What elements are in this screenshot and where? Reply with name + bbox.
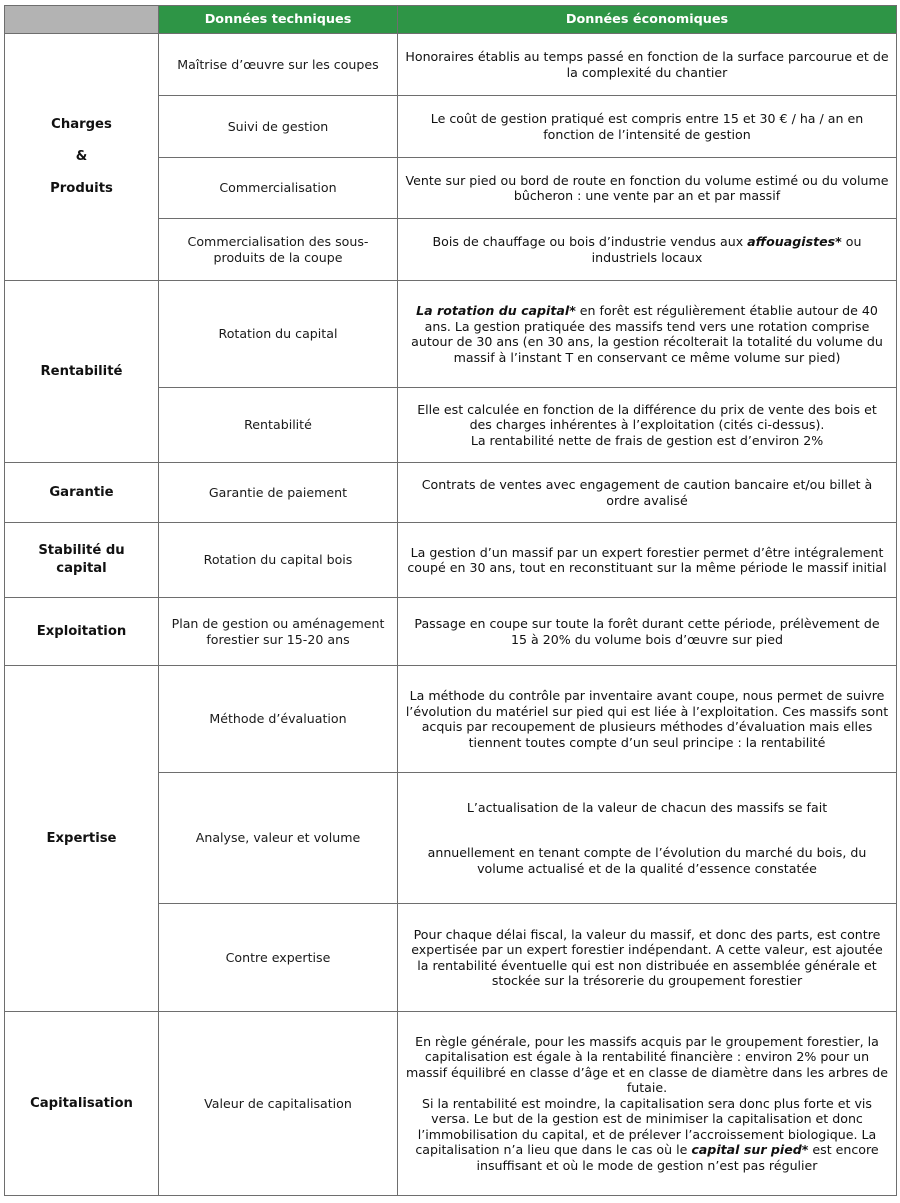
eco-cell: Le coût de gestion pratiqué est compris entre 15 et 30 € / ha / an en fonction de l’intensité de gestion (398, 96, 897, 158)
table-row (5, 598, 897, 666)
eco-cell: Vente sur pied ou bord de route en fonction du volume estimé ou du volume bûcheron : une vente par an et par massif (398, 158, 897, 219)
tech-cell: Rotation du capital (159, 281, 398, 388)
category-charges-produits: Charges & Produits (5, 34, 159, 281)
tech-cell: Commercialisation (159, 158, 398, 219)
tech-cell: Valeur de capitalisation (159, 1012, 398, 1196)
tech-cell: Rotation du capital bois (159, 523, 398, 598)
table-row (5, 666, 897, 773)
tech-cell: Méthode d’évaluation (159, 666, 398, 773)
tech-cell: Rentabilité (159, 388, 398, 463)
eco-cell: Elle est calculée en fonction de la différence du prix de vente des bois et des charges inhérentes à l’exploitation (cités ci-dessus). La rentabilité nette de frais de gestion est d’environ 2% (398, 388, 897, 463)
eco-cell: Honoraires établis au temps passé en fonction de la surface parcourue et de la complexité du chantier (398, 34, 897, 96)
category-expertise: Expertise (5, 666, 159, 1012)
tech-cell: Analyse, valeur et volume (159, 773, 398, 904)
tech-cell: Plan de gestion ou aménagement forestier sur 15-20 ans (159, 598, 398, 666)
tech-cell: Contre expertise (159, 904, 398, 1012)
table-row (5, 281, 897, 388)
eco-cell: La méthode du contrôle par inventaire avant coupe, nous permet de suivre l’évolution du matériel sur pied qui est liée à l’exploitation. Ces massifs sont acquis par recoupement de plusieurs méthodes d’évaluation mais elles tiennent toutes compte d’un seul principe : la rentabilité (398, 666, 897, 773)
eco-cell: Contrats de ventes avec engagement de caution bancaire et/ou billet à ordre avalisé (398, 463, 897, 523)
tech-cell: Commercialisation des sous-produits de la coupe (159, 219, 398, 281)
category-capitalisation: Capitalisation (5, 1012, 159, 1196)
table-header-row (5, 6, 897, 34)
eco-cell: Passage en coupe sur toute la forêt durant cette période, prélèvement de 15 à 20% du volume bois d’œuvre sur pied (398, 598, 897, 666)
eco-cell: La rotation du capital* en forêt est régulièrement établie autour de 40 ans. La gestion pratiquée des massifs tend vers une rotation comprise autour de 30 ans (en 30 ans, la gestion récolterait la totalité du volume du massif à l’instant T en conservant ce même volume sur pied) (398, 281, 897, 388)
eco-cell: En règle générale, pour les massifs acquis par le groupement forestier, la capitalisation est égale à la rentabilité financière : environ 2% pour un massif équilibré en classe d’âge et en classe de diamètre dans les arbres de futaie. Si la rentabilité est moindre, la capitalisation sera donc plus forte et vis versa. Le but de la gestion est de minimiser la capitalisation et donc l’immobilisation du capital, et de prélever l’accroissement biologique. La capitalisation n’a lieu que dans le cas où le capital sur pied* est encore insuffisant et où le mode de gestion n’est pas régulier (398, 1012, 897, 1196)
header-blank-cell (5, 6, 159, 34)
glossary-term: capital sur pied* (691, 1142, 809, 1158)
table-row (5, 1012, 897, 1196)
economic-data-table (4, 5, 897, 1196)
glossary-term: La rotation du capital* (416, 303, 576, 318)
eco-cell: Bois de chauffage ou bois d’industrie vendus aux affouagistes* ou industriels locaux (398, 219, 897, 281)
header-technical-data: Données techniques (159, 6, 398, 34)
eco-cell: L’actualisation de la valeur de chacun des massifs se fait annuellement en tenant compte de l’évolution du marché du bois, du volume actualisé et de la qualité d’essence constatée (398, 773, 897, 904)
category-garantie: Garantie (5, 463, 159, 523)
category-rentabilite: Rentabilité (5, 281, 159, 463)
table-row (5, 463, 897, 523)
eco-cell: Pour chaque délai fiscal, la valeur du massif, et donc des parts, est contre expertisée par un expert forestier indépendant. A cette valeur, est ajoutée la rentabilité éventuelle qui est non distribuée en assemblée générale et stockée sur la trésorerie du groupement forestier (398, 904, 897, 1012)
category-stabilite-capital: Stabilité du capital (5, 523, 159, 598)
tech-cell: Maîtrise d’œuvre sur les coupes (159, 34, 398, 96)
header-economic-data: Données économiques (398, 6, 897, 34)
eco-cell: La gestion d’un massif par un expert forestier permet d’être intégralement coupé en 30 ans, tout en reconstituant sur la même période le massif initial (398, 523, 897, 598)
tech-cell: Garantie de paiement (159, 463, 398, 523)
table-row (5, 34, 897, 96)
category-exploitation: Exploitation (5, 598, 159, 666)
glossary-term: affouagistes* (747, 234, 842, 249)
tech-cell: Suivi de gestion (159, 96, 398, 158)
table-row (5, 523, 897, 598)
